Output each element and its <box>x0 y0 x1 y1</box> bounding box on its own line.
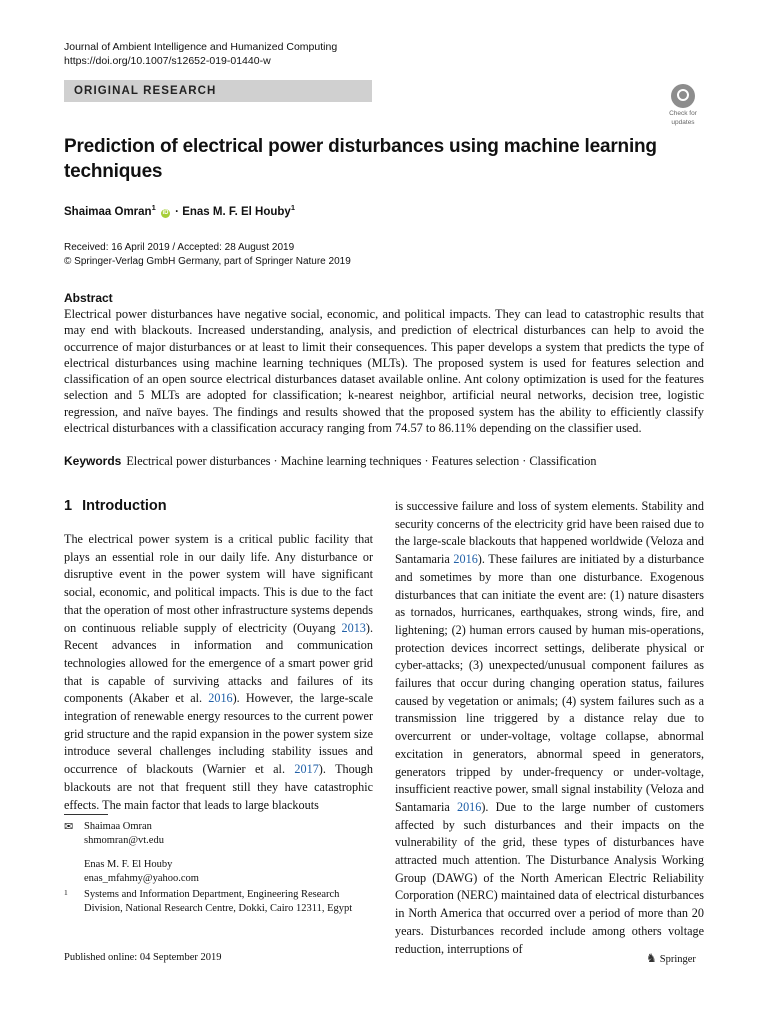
section-title: Introduction <box>82 498 167 514</box>
contact-name: Enas M. F. El Houby <box>84 859 173 870</box>
journal-header <box>64 40 337 68</box>
affiliation-marker: 1 <box>151 203 156 212</box>
abstract-heading: Abstract <box>64 291 113 305</box>
affiliation-marker: 1 <box>290 203 296 212</box>
author-list <box>64 203 295 218</box>
author-name[interactable]: Enas M. F. El Houby <box>182 205 291 218</box>
contact-email[interactable]: enas_mfahmy@yahoo.com <box>84 873 199 884</box>
citation-link[interactable]: 2016 <box>208 691 233 706</box>
author-separator: · <box>175 205 179 218</box>
citation-link[interactable]: 2013 <box>341 620 366 635</box>
orcid-icon[interactable]: iD <box>162 209 169 216</box>
springer-horse-icon: ♞ <box>646 951 657 965</box>
citation-link[interactable]: 2016 <box>453 552 478 567</box>
corresponding-authors <box>64 820 373 886</box>
text-run: is successive failure and loss of system elements. Stability and security concerns of the electricity grid have been raised due to the large-scale blackouts that happened worldwide (Veloza and Santamaria <box>395 499 704 567</box>
body-column-right <box>395 498 704 958</box>
text-run: ). Recent advances in information and communication technologies allowed for the emergence of a smart power grid that is capable of surviving attacks and failures of its components (Akaber et al. <box>64 620 373 706</box>
affiliation-footnote <box>64 888 373 916</box>
keywords-line <box>64 454 704 469</box>
check-for-updates-button[interactable] <box>662 84 704 126</box>
envelope-icon: ✉ <box>64 821 74 833</box>
section-number: 1 <box>64 498 73 514</box>
text-run: The electrical power system is a critical public facility that plays an essential role in our daily life. Any disturbance or disruptive event in the power system will have significant social, economic, and political impacts. This is due to the fact that the operation of most other infrastructure systems depends on continuous reliable supply of electricity (Ouyang <box>64 532 373 635</box>
copyright-notice: © Springer-Verlag GmbH Germany, part of Springer Nature 2019 <box>64 256 351 267</box>
text-run: ). These failures are initiated by a disturbance and sometimes by more than one disturbance. Exogenous disturbances that can initiate the event are: (1) nature disasters as tornados, hurricanes, earthquakes, strong winds, fire, and lightening; (2) human errors caused by human mis-operations, protection devices incorrect settings, deliberate physical or cyber-attacks; (3) unexpected/unusual component failures as failures that occur during changing operation status, failures caused by vegetation or animals; (4) system failures such as a transmission line triggered by a distance relay due to overcurrent or under-voltage, voltage collapse, abnormal excitation in generators, abnormal speed in generators, generators tripped by under-frequency or under-voltage, insufficient reactive power, small signal instability (Veloza and Santamaria <box>395 552 704 814</box>
abstract-body: Electrical power disturbances have negative social, economic, and political impacts. They can lead to catastrophic results that may end with blackouts. Increased understanding, analysis, and prediction of electrical disturbances can help to avoid the occurrence of major disturbances or at least to limit their consequences. This paper develops a system that predicts the type of electrical disturbances using machine learning techniques (MLTs). The proposed system is used for features selection and classification of an open source electrical disturbances dataset available online. Ant colony optimization is used for the features selection and 5 MLTs are adopted for classification; k-nearest neighbor, artificial neural networks, decision tree, logistic regression, and naïve bayes. The findings and results showed that the proposed system has the ability to efficiently classify electrical disturbances with a classification accuracy ranging from 74.57 to 86.11% depending on the classifier used. <box>64 307 704 436</box>
journal-name: Journal of Ambient Intelligence and Humanized Computing <box>64 41 338 53</box>
keywords-text: Electrical power disturbances · Machine learning techniques · Features selection · Classification <box>126 454 597 468</box>
check-updates-line1: Check for <box>669 110 697 117</box>
publication-dates <box>64 241 351 269</box>
keywords-label: Keywords <box>64 454 122 468</box>
citation-link[interactable]: 2017 <box>294 762 319 777</box>
author-name[interactable]: Shaimaa Omran <box>64 205 152 218</box>
affiliation-number: 1 <box>64 888 68 897</box>
body-column-left <box>64 531 373 814</box>
check-updates-icon <box>671 84 695 108</box>
received-accepted-dates: Received: 16 April 2019 / Accepted: 28 August 2019 <box>64 242 295 253</box>
publisher-name: Springer <box>659 954 696 965</box>
contact-email[interactable]: shmomran@vt.edu <box>84 835 164 846</box>
footnote-divider <box>64 814 108 815</box>
text-run: ). Though blackouts are not that frequent still they have catastrophic effects. The main factor that leads to large blackouts <box>64 762 373 812</box>
published-online-date: Published online: 04 September 2019 <box>64 952 222 963</box>
paragraph <box>395 498 704 958</box>
publisher-logo <box>646 951 696 966</box>
paragraph <box>64 531 373 814</box>
article-type-badge: ORIGINAL RESEARCH <box>64 80 372 102</box>
doi-link[interactable]: https://doi.org/10.1007/s12652-019-01440-w <box>64 55 271 67</box>
section-heading <box>64 498 167 514</box>
paper-title: Prediction of electrical power disturbances using machine learning techniques <box>64 136 657 182</box>
citation-link[interactable]: 2016 <box>456 799 482 814</box>
text-run: ). Due to the large number of customers affected by such disturbances and their impacts on the vulnerability of the grid, these types of disturbances have attracted much attention. The Disturbance Analysis Working Group (DAWG) of the North American Electric Reliability Corporation (NERC) maintained data of electrical disturbances in North America that occurred over a period of more than 20 years. Disturbances recorded include among others voltage reduction, interruptions of <box>395 799 705 956</box>
affiliation-text: Systems and Information Department, Engineering Research Division, National Research Centre, Dokki, Cairo 12311, Egypt <box>84 889 353 914</box>
contact-name: Shaimaa Omran <box>84 821 152 832</box>
text-run: ). However, the large-scale integration of renewable energy resources to the current power grid structure and the rapid expansion in the power system size introduce several challenges including stability issues and occurrence of blackouts (Warnier et al. <box>64 691 373 777</box>
check-updates-line2: updates <box>671 119 695 126</box>
